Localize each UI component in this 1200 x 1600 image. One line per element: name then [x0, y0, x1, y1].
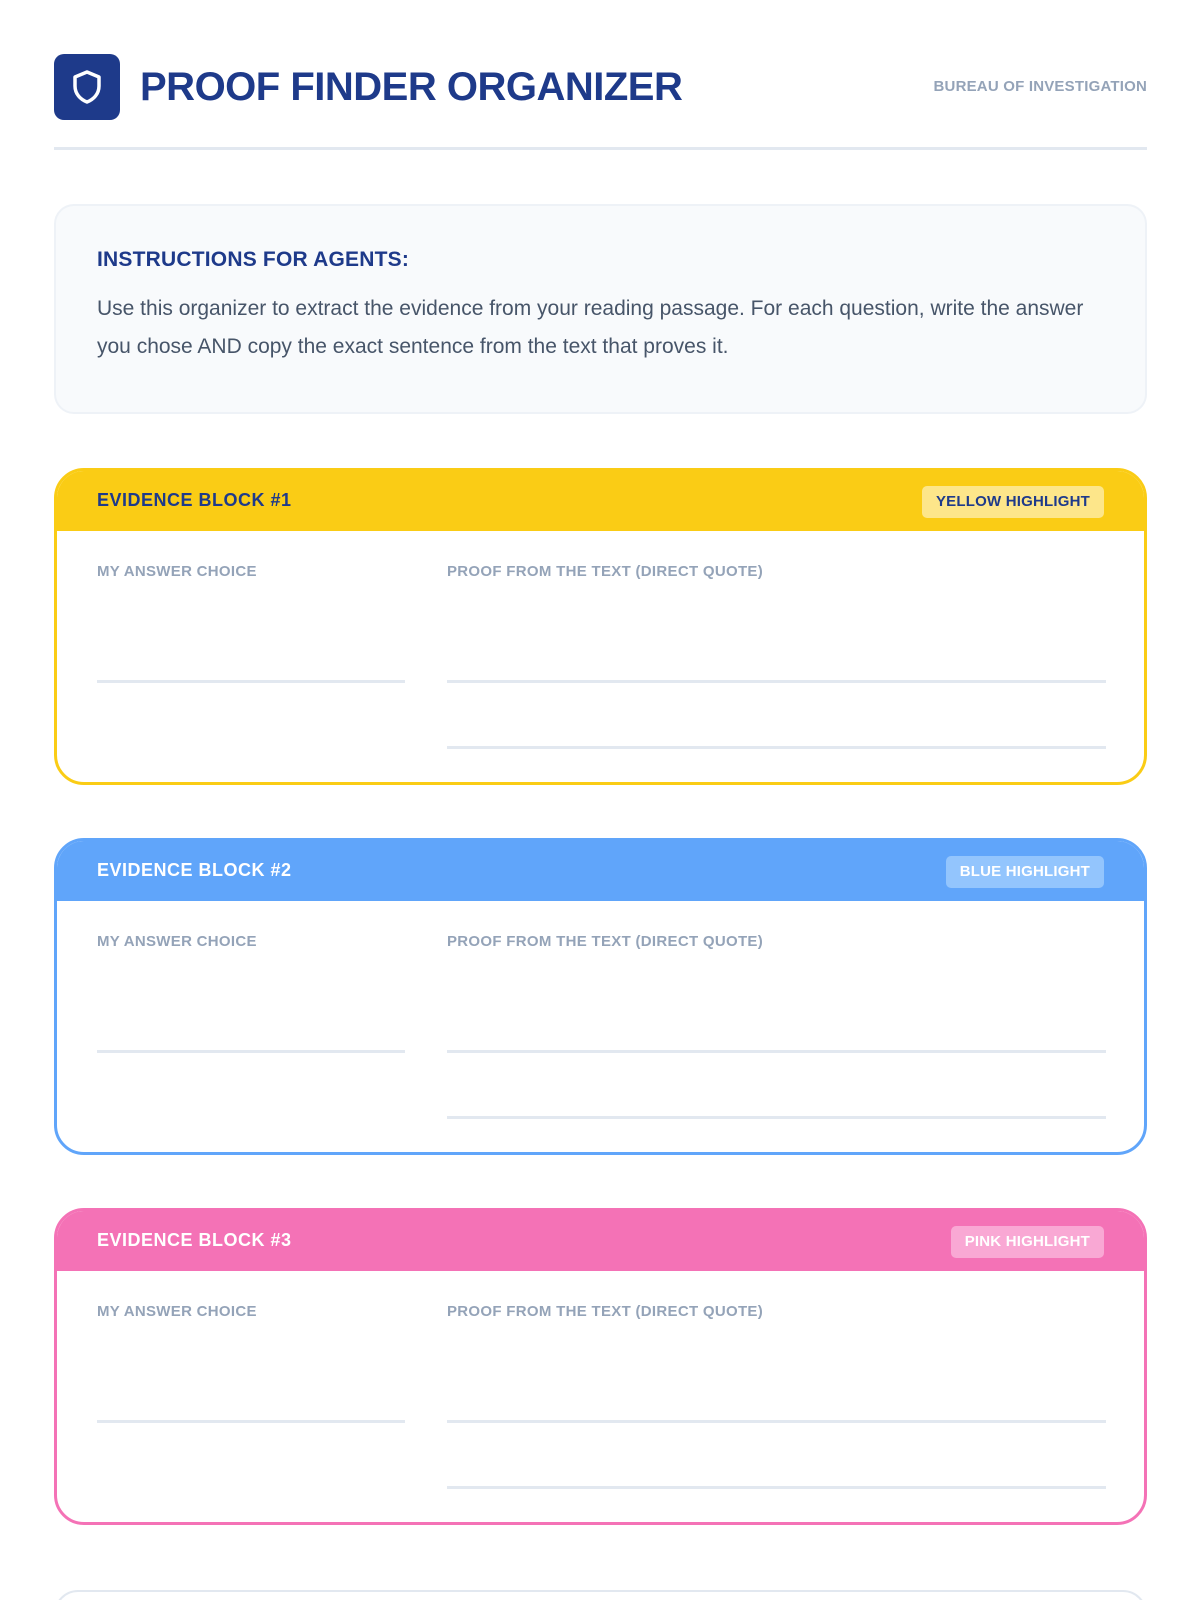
proof-line-1[interactable] [447, 680, 1106, 683]
instructions-body: Use this organizer to extract the evidence from your reading passage. For each question, write the answer you chose AND copy the exact sentence from the text that proves it. [97, 297, 1084, 358]
proof-label: PROOF FROM THE TEXT (DIRECT QUOTE) [447, 563, 764, 580]
answer-choice-line[interactable] [97, 680, 405, 683]
evidence-block-title: EVIDENCE BLOCK #2 [97, 860, 292, 880]
proof-line-2[interactable] [447, 1116, 1106, 1119]
proof-label: PROOF FROM THE TEXT (DIRECT QUOTE) [447, 1303, 764, 1320]
answer-choice-label: MY ANSWER CHOICE [97, 1303, 257, 1320]
answer-choice-label: MY ANSWER CHOICE [97, 933, 257, 950]
proof-label: PROOF FROM THE TEXT (DIRECT QUOTE) [447, 933, 764, 950]
evidence-block-title: EVIDENCE BLOCK #1 [97, 490, 292, 510]
highlight-badge: BLUE HIGHLIGHT [946, 856, 1104, 888]
next-section-card [54, 1590, 1147, 1600]
evidence-block-2 [54, 838, 1147, 1155]
evidence-block-title: EVIDENCE BLOCK #3 [97, 1230, 292, 1250]
evidence-block-header [57, 471, 1144, 531]
answer-choice-line[interactable] [97, 1050, 405, 1053]
evidence-block-1 [54, 468, 1147, 785]
answer-choice-line[interactable] [97, 1420, 405, 1423]
evidence-block-3 [54, 1208, 1147, 1525]
page-header [54, 54, 1147, 150]
proof-line-1[interactable] [447, 1420, 1106, 1423]
evidence-block-header [57, 841, 1144, 901]
instructions-heading: INSTRUCTIONS FOR AGENTS: [97, 248, 410, 271]
highlight-badge: YELLOW HIGHLIGHT [922, 486, 1104, 518]
proof-line-2[interactable] [447, 1486, 1106, 1489]
instructions-panel [54, 204, 1147, 414]
page-title: PROOF FINDER ORGANIZER [140, 65, 683, 109]
proof-line-2[interactable] [447, 746, 1106, 749]
shield-icon [72, 70, 102, 104]
proof-line-1[interactable] [447, 1050, 1106, 1053]
highlight-badge: PINK HIGHLIGHT [951, 1226, 1104, 1258]
evidence-block-header [57, 1211, 1144, 1271]
logo-badge [54, 54, 120, 120]
answer-choice-label: MY ANSWER CHOICE [97, 563, 257, 580]
page-subtitle: BUREAU OF INVESTIGATION [933, 78, 1147, 95]
